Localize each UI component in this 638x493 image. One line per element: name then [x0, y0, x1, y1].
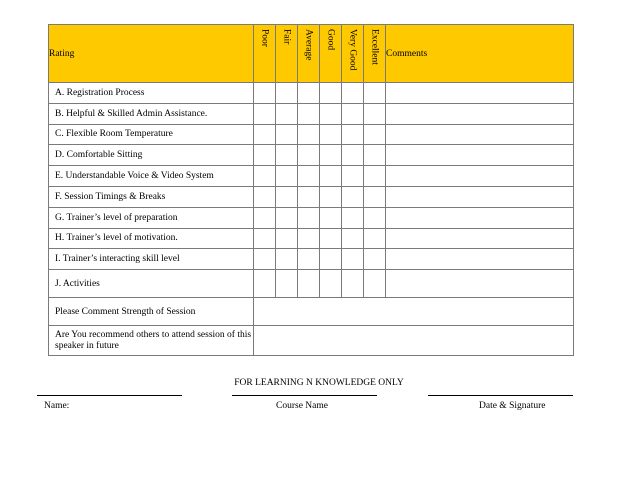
rating-cell-excellent[interactable] — [364, 270, 386, 298]
scale-header-excellent: Excellent — [364, 25, 386, 83]
comments-header: Comments — [386, 25, 574, 83]
rating-cell-good[interactable] — [320, 186, 342, 207]
question-row — [49, 249, 574, 270]
comment-cell[interactable] — [386, 228, 574, 249]
scale-header-poor: Poor — [254, 25, 276, 83]
question-row — [49, 145, 574, 166]
open-answer-cell[interactable] — [254, 298, 574, 326]
rating-cell-poor[interactable] — [254, 83, 276, 104]
open-question-label: Are You recommend others to attend session of this speaker in future — [49, 326, 254, 356]
comment-cell[interactable] — [386, 124, 574, 145]
question-label: H. Trainer’s level of motivation. — [49, 228, 254, 249]
scale-header-very-good: Very Good — [342, 25, 364, 83]
rating-cell-very-good[interactable] — [342, 186, 364, 207]
rating-cell-very-good[interactable] — [342, 249, 364, 270]
comment-cell[interactable] — [386, 166, 574, 187]
open-question-row — [49, 326, 574, 356]
question-label: C. Flexible Room Temperature — [49, 124, 254, 145]
rating-cell-very-good[interactable] — [342, 166, 364, 187]
open-answer-cell[interactable] — [254, 326, 574, 356]
question-label: G. Trainer’s level of preparation — [49, 207, 254, 228]
scale-header-good: Good — [320, 25, 342, 83]
comment-cell[interactable] — [386, 270, 574, 298]
rating-cell-poor[interactable] — [254, 186, 276, 207]
rating-cell-fair[interactable] — [276, 145, 298, 166]
rating-cell-poor[interactable] — [254, 103, 276, 124]
comment-cell[interactable] — [386, 249, 574, 270]
rating-cell-excellent[interactable] — [364, 124, 386, 145]
question-row — [49, 207, 574, 228]
rating-cell-average[interactable] — [298, 228, 320, 249]
rating-cell-good[interactable] — [320, 83, 342, 104]
rating-cell-average[interactable] — [298, 103, 320, 124]
rating-cell-very-good[interactable] — [342, 270, 364, 298]
rating-cell-average[interactable] — [298, 145, 320, 166]
rating-cell-good[interactable] — [320, 249, 342, 270]
rating-cell-average[interactable] — [298, 270, 320, 298]
rating-cell-good[interactable] — [320, 228, 342, 249]
question-row — [49, 124, 574, 145]
rating-cell-excellent[interactable] — [364, 186, 386, 207]
question-row — [49, 186, 574, 207]
question-label: F. Session Timings & Breaks — [49, 186, 254, 207]
open-question-row — [49, 298, 574, 326]
question-label: J. Activities — [49, 270, 254, 298]
rating-cell-poor[interactable] — [254, 124, 276, 145]
rating-cell-excellent[interactable] — [364, 103, 386, 124]
rating-cell-very-good[interactable] — [342, 124, 364, 145]
rating-cell-fair[interactable] — [276, 186, 298, 207]
scale-header-average: Average — [298, 25, 320, 83]
rating-cell-very-good[interactable] — [342, 207, 364, 228]
rating-cell-fair[interactable] — [276, 270, 298, 298]
course-name-label: Course Name — [276, 401, 328, 411]
question-label: A. Registration Process — [49, 83, 254, 104]
rating-cell-good[interactable] — [320, 145, 342, 166]
rating-cell-very-good[interactable] — [342, 145, 364, 166]
question-row — [49, 83, 574, 104]
rating-cell-poor[interactable] — [254, 228, 276, 249]
rating-cell-good[interactable] — [320, 166, 342, 187]
rating-cell-excellent[interactable] — [364, 207, 386, 228]
rating-cell-fair[interactable] — [276, 207, 298, 228]
rating-cell-fair[interactable] — [276, 83, 298, 104]
rating-cell-excellent[interactable] — [364, 228, 386, 249]
rating-cell-poor[interactable] — [254, 145, 276, 166]
rating-cell-good[interactable] — [320, 207, 342, 228]
rating-cell-average[interactable] — [298, 249, 320, 270]
rating-cell-fair[interactable] — [276, 249, 298, 270]
question-label: E. Understandable Voice & Video System — [49, 166, 254, 187]
comment-cell[interactable] — [386, 145, 574, 166]
name-label: Name: — [44, 401, 70, 411]
comment-cell[interactable] — [386, 103, 574, 124]
rating-header: Rating — [49, 25, 254, 83]
comment-cell[interactable] — [386, 83, 574, 104]
rating-cell-average[interactable] — [298, 83, 320, 104]
rating-cell-very-good[interactable] — [342, 83, 364, 104]
rating-cell-excellent[interactable] — [364, 145, 386, 166]
rating-cell-fair[interactable] — [276, 228, 298, 249]
question-row — [49, 228, 574, 249]
comment-cell[interactable] — [386, 186, 574, 207]
rating-cell-average[interactable] — [298, 124, 320, 145]
footer-title: FOR LEARNING N KNOWLEDGE ONLY — [234, 378, 404, 388]
scale-header-fair: Fair — [276, 25, 298, 83]
comment-cell[interactable] — [386, 207, 574, 228]
date-signature-line[interactable] — [428, 395, 573, 396]
rating-cell-excellent[interactable] — [364, 249, 386, 270]
rating-cell-fair[interactable] — [276, 103, 298, 124]
rating-cell-poor[interactable] — [254, 249, 276, 270]
rating-cell-very-good[interactable] — [342, 228, 364, 249]
rating-cell-poor[interactable] — [254, 207, 276, 228]
question-label: B. Helpful & Skilled Admin Assistance. — [49, 103, 254, 124]
rating-cell-average[interactable] — [298, 166, 320, 187]
question-label: I. Trainer’s interacting skill level — [49, 249, 254, 270]
rating-cell-good[interactable] — [320, 270, 342, 298]
rating-cell-good[interactable] — [320, 124, 342, 145]
header-row — [49, 25, 574, 83]
question-row — [49, 270, 574, 298]
rating-cell-fair[interactable] — [276, 124, 298, 145]
question-row — [49, 103, 574, 124]
rating-cell-average[interactable] — [298, 186, 320, 207]
rating-cell-average[interactable] — [298, 207, 320, 228]
rating-cell-very-good[interactable] — [342, 103, 364, 124]
rating-cell-excellent[interactable] — [364, 166, 386, 187]
rating-cell-poor[interactable] — [254, 270, 276, 298]
open-question-label: Please Comment Strength of Session — [49, 298, 254, 326]
question-label: D. Comfortable Sitting — [49, 145, 254, 166]
rating-cell-poor[interactable] — [254, 166, 276, 187]
rating-cell-good[interactable] — [320, 103, 342, 124]
question-row — [49, 166, 574, 187]
course-signature-line[interactable] — [232, 395, 377, 396]
feedback-form-table — [48, 24, 574, 356]
name-signature-line[interactable] — [37, 395, 182, 396]
rating-cell-excellent[interactable] — [364, 83, 386, 104]
rating-cell-fair[interactable] — [276, 166, 298, 187]
date-signature-label: Date & Signature — [479, 401, 546, 411]
